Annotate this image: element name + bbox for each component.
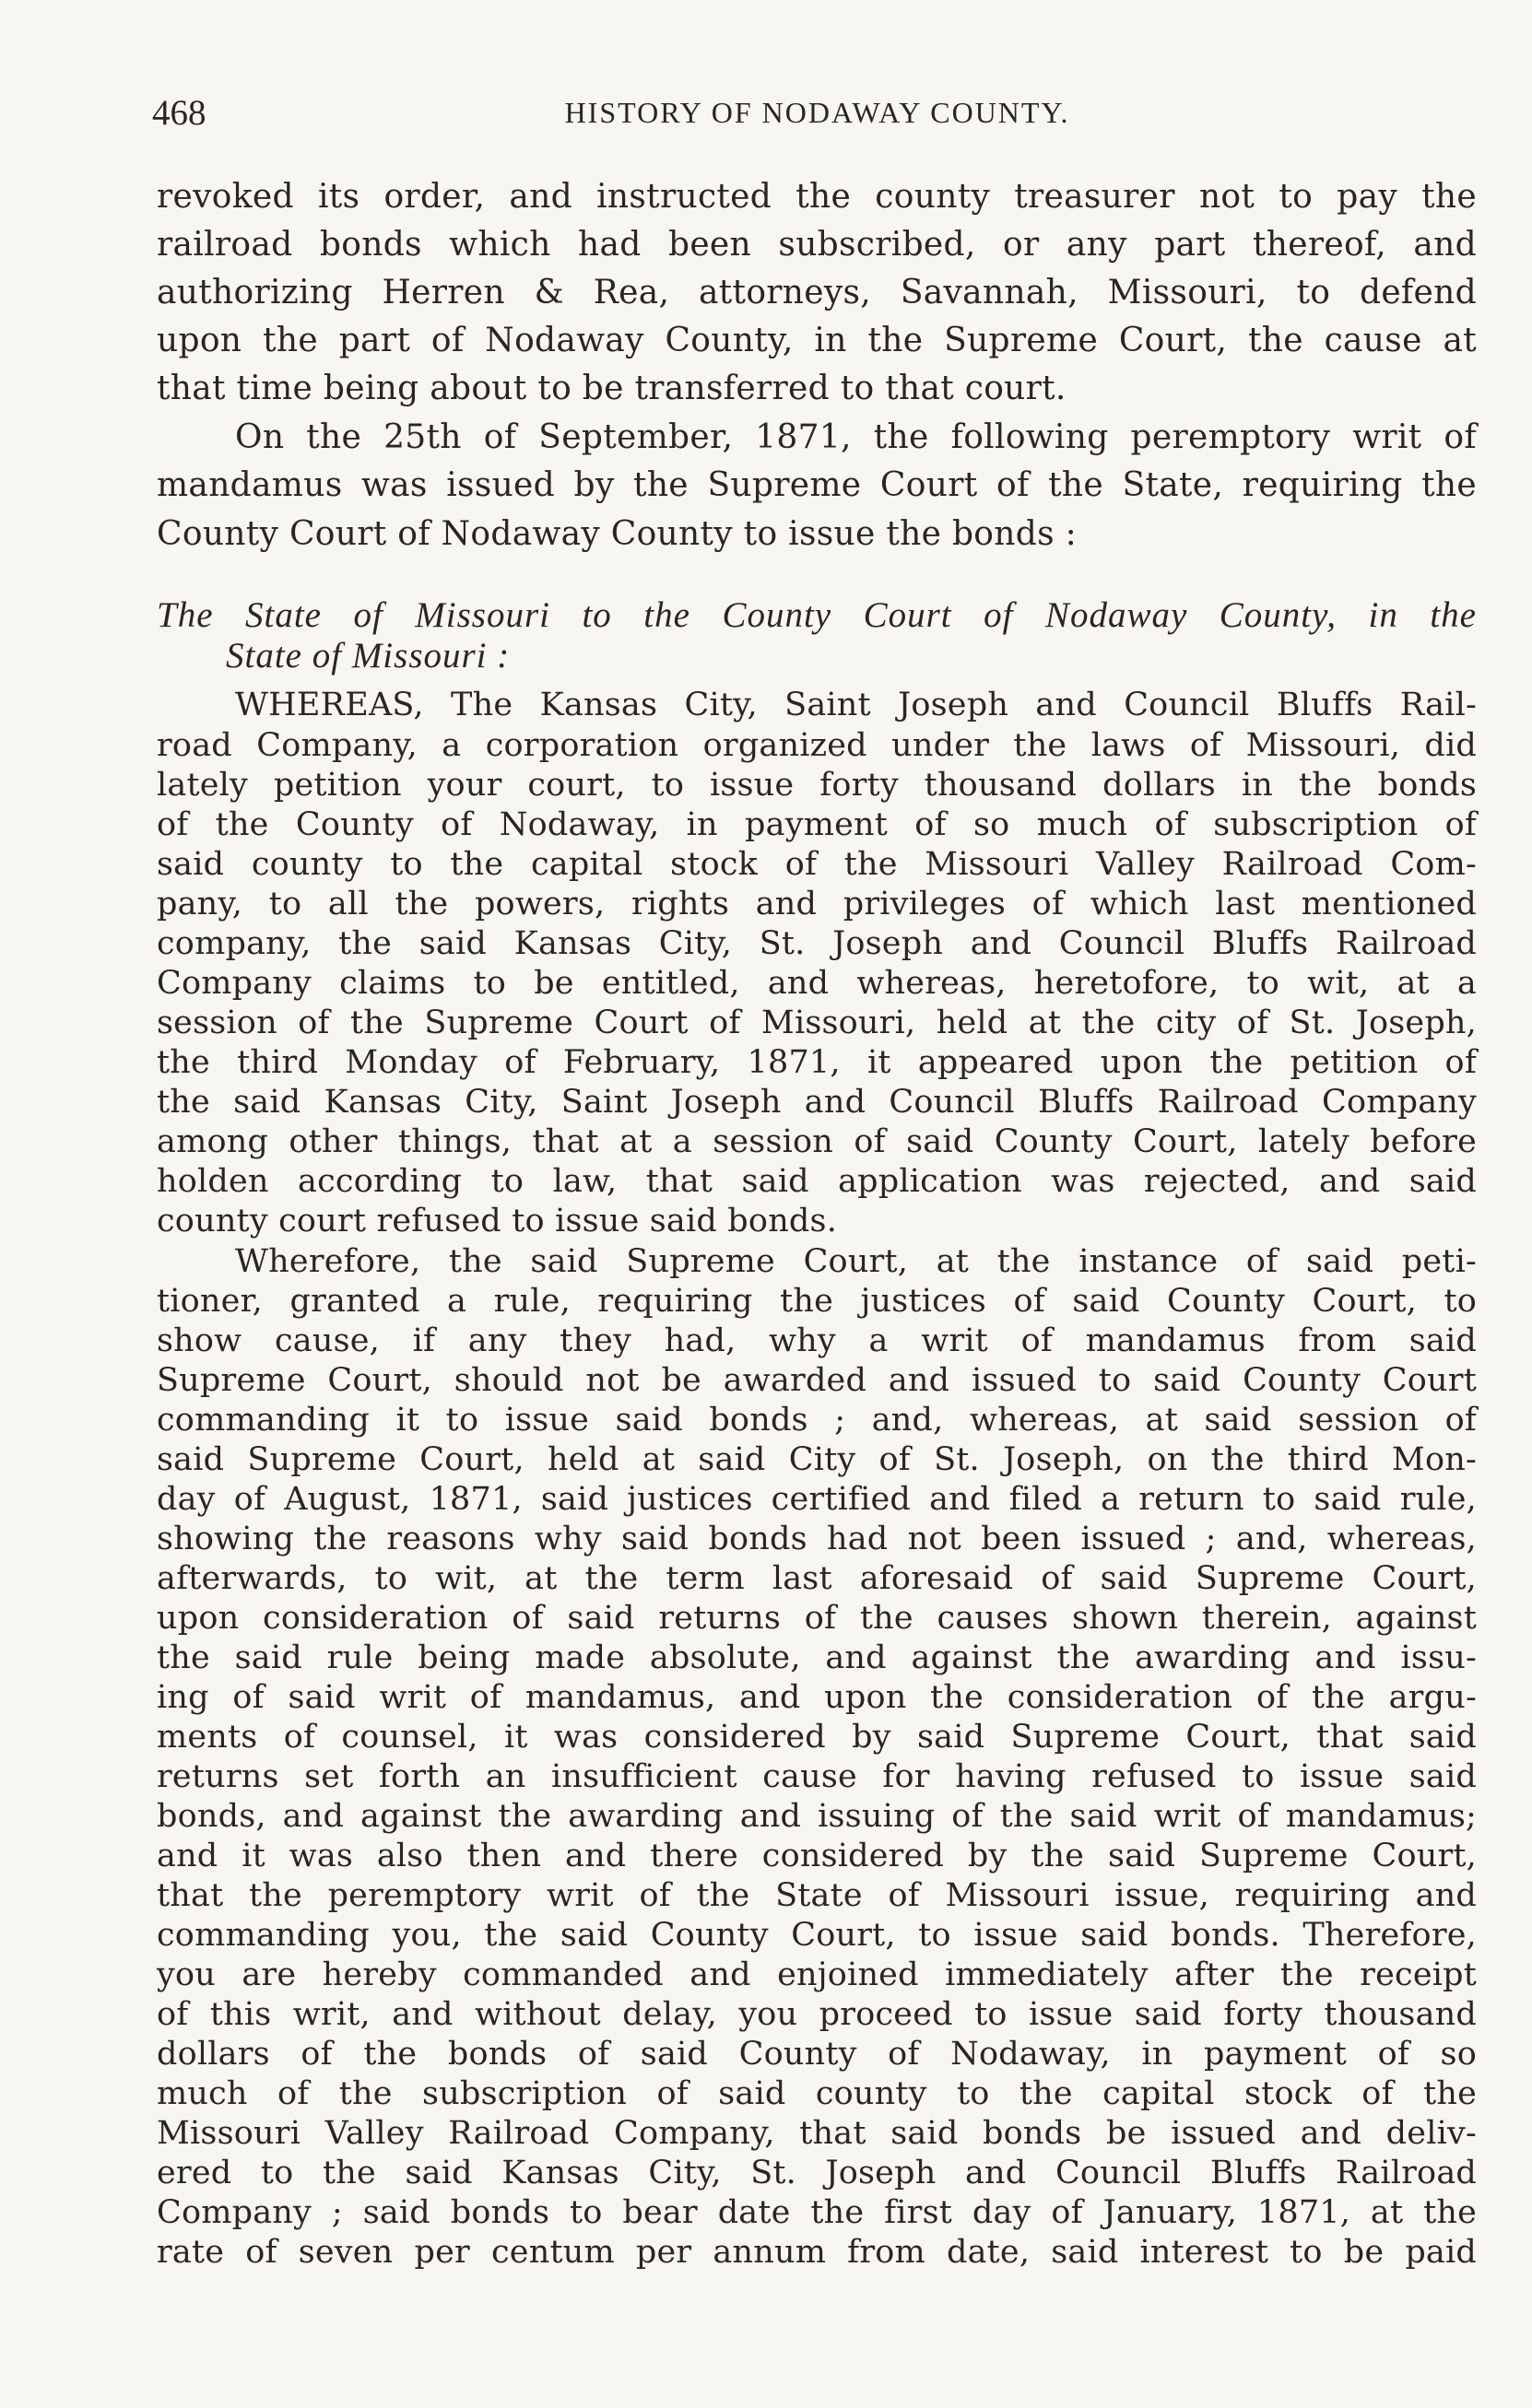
writ-line: tioner, granted a rule, requiring the justices of said County Court, to xyxy=(157,1283,1477,1320)
writ-line: dollars of the bonds of said County of Nodaway, in payment of so xyxy=(157,2036,1477,2073)
writ-line: county court refused to issue said bonds. xyxy=(157,1203,838,1239)
writ-line: said Supreme Court, held at said City of St. Joseph, on the third Mon- xyxy=(157,1441,1477,1478)
writ-line: that the peremptory writ of the State of Missouri issue, requiring and xyxy=(157,1877,1477,1914)
writ-line: WHEREAS, The Kansas City, Saint Joseph and Council Bluffs Rail- xyxy=(235,687,1477,723)
text-line: authorizing Herren & Rea, attorneys, Savannah, Missouri, to defend xyxy=(157,274,1477,311)
writ-line: said county to the capital stock of the Missouri Valley Railroad Com- xyxy=(157,846,1477,883)
writ-line: ments of counsel, it was considered by said Supreme Court, that said xyxy=(157,1719,1477,1756)
writ-line: afterwards, to wit, at the term last aforesaid of said Supreme Court, xyxy=(157,1560,1477,1597)
writ-line: among other things, that at a session of said County Court, lately before xyxy=(157,1123,1477,1160)
writ-address: The State of Missouri to the County Court of Nodaway County, in the xyxy=(157,595,1477,635)
writ-line: road Company, a corporation organized under the laws of Missouri, did xyxy=(157,727,1477,764)
running-head: HISTORY OF NODAWAY COUNTY. xyxy=(564,96,1070,129)
text-line: County Court of Nodaway County to issue the bonds : xyxy=(157,515,1078,553)
text-line: On the 25th of September, 1871, the following peremptory writ of xyxy=(235,418,1477,456)
writ-line: and it was also then and there considered by the said Supreme Court, xyxy=(157,1838,1477,1874)
writ-line: commanding you, the said County Court, to issue said bonds. Therefore, xyxy=(157,1917,1477,1954)
writ-line: showing the reasons why said bonds had not been issued ; and, whereas, xyxy=(157,1521,1477,1557)
writ-line: the said Kansas City, Saint Joseph and Council Bluffs Railroad Company xyxy=(157,1084,1477,1121)
writ-line: Supreme Court, should not be awarded and issued to said County Court xyxy=(157,1362,1477,1399)
writ-line: ing of said writ of mandamus, and upon the consideration of the argu- xyxy=(157,1679,1477,1716)
writ-line: the third Monday of February, 1871, it appeared upon the petition of xyxy=(157,1044,1477,1081)
writ-line: session of the Supreme Court of Missouri, held at the city of St. Joseph, xyxy=(157,1004,1477,1041)
text-line: that time being about to be transferred to that court. xyxy=(157,370,1067,407)
writ-line: bonds, and against the awarding and issuing of the said writ of mandamus; xyxy=(157,1798,1477,1835)
writ-line: returns set forth an insufficient cause for having refused to issue said xyxy=(157,1758,1477,1795)
text-line: railroad bonds which had been subscribed, or any part thereof, and xyxy=(157,226,1477,264)
text-line: revoked its order, and instructed the county treasurer not to pay the xyxy=(157,178,1477,216)
writ-line: commanding it to issue said bonds ; and, whereas, at said session of xyxy=(157,1402,1477,1439)
writ-line: Company claims to be entitled, and whereas, heretofore, to wit, at a xyxy=(157,965,1477,1002)
writ-line: holden according to law, that said application was rejected, and said xyxy=(157,1163,1477,1200)
writ-line: you are hereby commanded and enjoined immediately after the receipt xyxy=(157,1956,1477,1993)
writ-line: of the County of Nodaway, in payment of so much of subscription of xyxy=(157,806,1477,843)
page-header xyxy=(152,92,1482,138)
writ-line: Missouri Valley Railroad Company, that said bonds be issued and deliv- xyxy=(157,2115,1477,2152)
writ-line: company, the said Kansas City, St. Joseph and Council Bluffs Railroad xyxy=(157,925,1477,962)
writ-line: much of the subscription of said county to the capital stock of the xyxy=(157,2075,1477,2112)
page-number: 468 xyxy=(152,93,206,133)
writ-line: upon consideration of said returns of the causes shown therein, against xyxy=(157,1600,1477,1637)
writ-line: the said rule being made absolute, and against the awarding and issu- xyxy=(157,1639,1477,1676)
writ-line: day of August, 1871, said justices certified and filed a return to said rule, xyxy=(157,1481,1477,1518)
writ-line: show cause, if any they had, why a writ of mandamus from said xyxy=(157,1322,1477,1359)
writ-line: Wherefore, the said Supreme Court, at the instance of said peti- xyxy=(235,1243,1477,1280)
writ-line: Company ; said bonds to bear date the first day of January, 1871, at the xyxy=(157,2194,1477,2231)
text-line: upon the part of Nodaway County, in the Supreme Court, the cause at xyxy=(157,322,1477,359)
writ-line: rate of seven per centum per annum from date, said interest to be paid xyxy=(157,2234,1477,2271)
writ-address: State of Missouri : xyxy=(226,636,511,675)
writ-line: lately petition your court, to issue forty thousand dollars in the bonds xyxy=(157,767,1477,804)
writ-line: of this writ, and without delay, you proceed to issue said forty thousand xyxy=(157,1996,1477,2033)
writ-line: ered to the said Kansas City, St. Joseph and Council Bluffs Railroad xyxy=(157,2155,1477,2191)
writ-line: pany, to all the powers, rights and privileges of which last mentioned xyxy=(157,886,1477,922)
text-line: mandamus was issued by the Supreme Court of the State, requiring the xyxy=(157,466,1477,504)
